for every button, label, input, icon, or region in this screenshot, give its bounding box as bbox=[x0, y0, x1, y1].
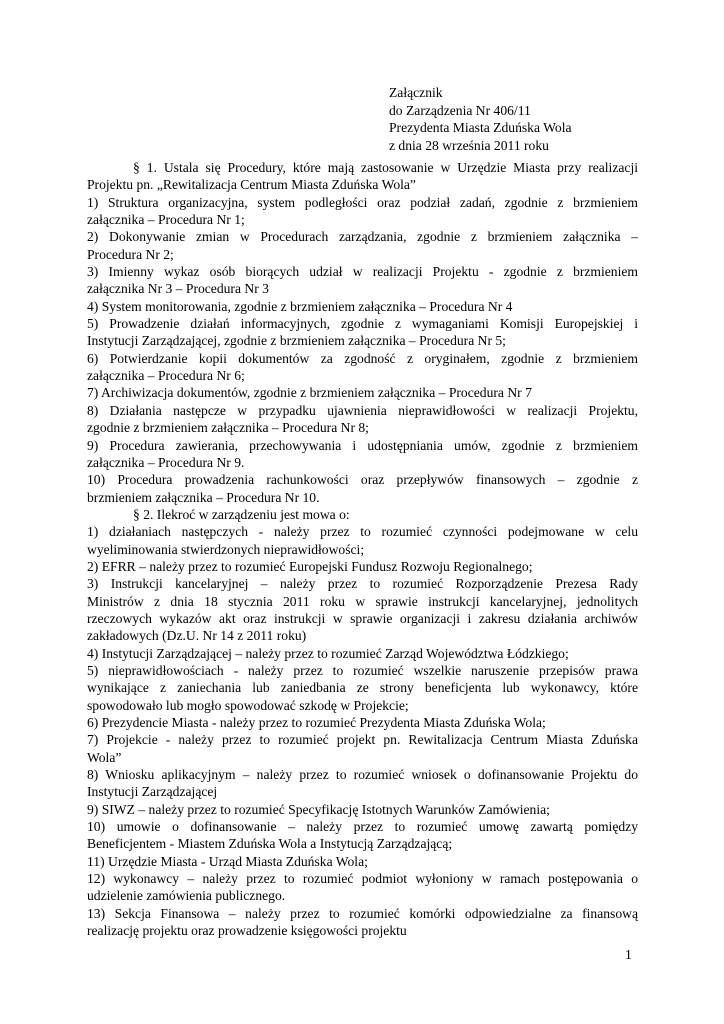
text-line: 12) wykonawcy – należy przez to rozumieć podmiot wyłoniony w ramach postępowania o bbox=[87, 871, 638, 887]
text-line: załącznika – Procedura Nr 6; bbox=[87, 368, 245, 384]
text-line: realizację projektu oraz prowadzenie księgowości projektu bbox=[87, 923, 407, 939]
text-line: 1) działaniach następczych - należy przez to rozumieć czynności podejmowane w celu bbox=[87, 524, 638, 540]
text-line: 3) Instrukcji kancelaryjnej – należy przez to rozumieć Rozporządzenie Prezesa Rady bbox=[87, 576, 638, 592]
text-line: Projektu pn. „Rewitalizacja Centrum Miasta Zduńska Wola” bbox=[87, 177, 416, 193]
text-line: zakładowych (Dz.U. Nr 14 z 2011 roku) bbox=[87, 628, 307, 644]
text-line: § 2. Ilekroć w zarządzeniu jest mowa o: bbox=[133, 506, 350, 522]
annex-ordinance-ref: do Zarządzenia Nr 406/11 bbox=[389, 102, 531, 118]
text-line: 11) Urzędzie Miasta - Urząd Miasta Zduńska Wola; bbox=[87, 853, 368, 869]
text-line: 8) Wniosku aplikacyjnym – należy przez to rozumieć wniosek o dofinansowanie Projektu do bbox=[87, 767, 638, 783]
text-line: 5) nieprawidłowościach - należy przez to rozumieć wszelkie naruszenie przepisów prawa bbox=[87, 662, 638, 678]
text-line: 6) Prezydencie Miasta - należy przez to rozumieć Prezydenta Miasta Zduńska Wola; bbox=[87, 715, 546, 730]
page-number: 1 bbox=[625, 947, 632, 962]
text-line: 8) Działania następcze w przypadku ujawnienia nieprawidłowości w realizacji Projektu, bbox=[87, 402, 638, 418]
text-line: wyeliminowania stwierdzonych nieprawidłowości; bbox=[87, 541, 365, 557]
annex-title: Załącznik bbox=[389, 85, 443, 100]
text-line: Wola” bbox=[87, 749, 122, 765]
text-line: 13) Sekcja Finansowa – należy przez to rozumieć komórki odpowiedzialne za finansową bbox=[87, 905, 638, 921]
text-line: 7) Archiwizacja dokumentów, zgodnie z brzmieniem załącznika – Procedura Nr 7 bbox=[87, 385, 532, 401]
text-line: załącznika – Procedura Nr 9. bbox=[87, 454, 245, 470]
text-line: 6) Potwierdzanie kopii dokumentów za zgodność z oryginałem, zgodnie z brzmieniem bbox=[87, 350, 638, 366]
annex-header bbox=[389, 84, 572, 154]
text-line: 2) EFRR – należy przez to rozumieć Europejski Fundusz Rozwoju Regionalnego; bbox=[87, 558, 533, 574]
text-line: Ministrów z dnia 18 stycznia 2011 roku w sprawie instrukcji kancelaryjnej, jednolitych bbox=[87, 593, 638, 609]
text-line: 4) Instytucji Zarządzającej – należy przez to rozumieć Zarząd Województwa Łódzkiego; bbox=[87, 645, 569, 661]
text-line: 9) Procedura zawierania, przechowywania i udostępniania umów, zgodnie z brzmieniem bbox=[87, 437, 638, 453]
text-line: brzmieniem załącznika – Procedura Nr 10. bbox=[87, 489, 320, 505]
text-line: 10) umowie o dofinansowanie – należy przez to rozumieć umowę zawartą pomiędzy bbox=[87, 819, 638, 835]
text-line: rzeczowych wykazów akt oraz instrukcji w sprawie organizacji i zakresu działania archiwów bbox=[87, 610, 638, 626]
text-line: załącznika – Procedura Nr 1; bbox=[87, 212, 245, 228]
text-line: Beneficjentem - Miastem Zduńska Wola a Instytucją Zarządzającą; bbox=[87, 836, 453, 852]
annex-date: z dnia 28 września 2011 roku bbox=[389, 137, 549, 153]
document-body bbox=[87, 159, 638, 939]
text-line: Instytucji Zarządzającej bbox=[87, 784, 218, 800]
text-line: § 1. Ustala się Procedury, które mają zastosowanie w Urzędzie Miasta przy realizacji bbox=[133, 160, 638, 175]
text-line: wynikające z zaniechania lub zaniedbania ze strony beneficjenta lub wykonawcy, które bbox=[87, 680, 638, 696]
text-line: Instytucji Zarządzającej, zgodnie z brzmieniem załącznika – Procedura Nr 5; bbox=[87, 333, 506, 349]
annex-issuer: Prezydenta Miasta Zduńska Wola bbox=[389, 120, 572, 136]
text-line: 1) Struktura organizacyjna, system podległości oraz podział zadań, zgodnie z brzmieniem bbox=[87, 194, 638, 210]
text-line: Procedura Nr 2; bbox=[87, 246, 174, 262]
text-line: udzielenie zamówienia publicznego. bbox=[87, 888, 286, 904]
text-line: 7) Projekcie - należy przez to rozumieć projekt pn. Rewitalizacja Centrum Miasta Zduńska bbox=[87, 732, 638, 748]
text-line: spowodowało lub mogło spowodować szkodę w Projekcie; bbox=[87, 697, 409, 713]
text-line: 5) Prowadzenie działań informacyjnych, zgodnie z wymaganiami Komisji Europejskiej i bbox=[87, 316, 638, 332]
text-line: załącznika Nr 3 – Procedura Nr 3 bbox=[87, 281, 269, 297]
text-line: zgodnie z brzmieniem załącznika – Procedura Nr 8; bbox=[87, 420, 369, 436]
text-line: 10) Procedura prowadzenia rachunkowości oraz przepływów finansowych – zgodnie z bbox=[87, 472, 638, 488]
text-line: 4) System monitorowania, zgodnie z brzmieniem załącznika – Procedura Nr 4 bbox=[87, 298, 513, 314]
text-line: 2) Dokonywanie zmian w Procedurach zarządzania, zgodnie z brzmieniem załącznika – bbox=[87, 229, 638, 245]
text-line: 3) Imienny wykaz osób biorących udział w realizacji Projektu - zgodnie z brzmieniem bbox=[87, 264, 638, 280]
text-line: 9) SIWZ – należy przez to rozumieć Specyfikację Istotnych Warunków Zamówienia; bbox=[87, 801, 550, 817]
